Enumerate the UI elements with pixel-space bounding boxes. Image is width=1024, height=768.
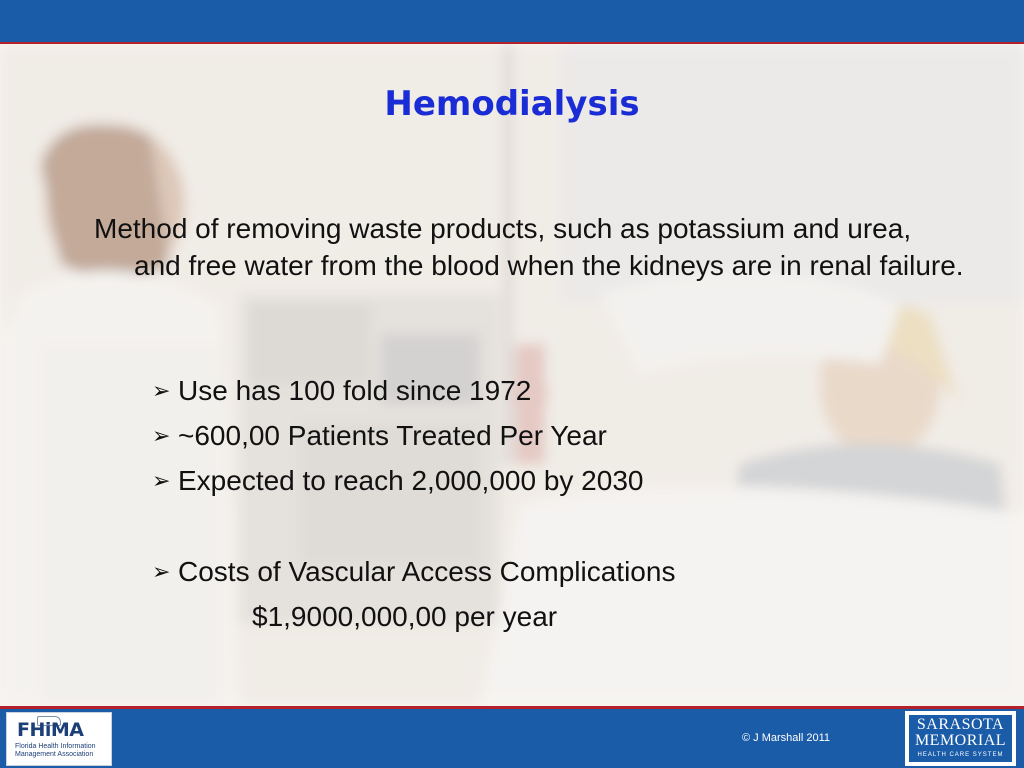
intro-paragraph: Method of removing waste products, such as potassium and urea, and free water from the blood when the kidneys are in renal failure. [94, 213, 964, 281]
bullet-item [152, 374, 531, 408]
top-banner [0, 0, 1024, 42]
bullet-text: Costs of Vascular Access Complications [178, 556, 676, 587]
logo-line-memorial: MEMORIAL [914, 732, 1007, 749]
logo-line-health-care-system: HEALTH CARE SYSTEM [917, 752, 1004, 758]
arrow-bullet-icon: ➢ [152, 559, 171, 584]
bullet-text: Expected to reach 2,000,000 by 2030 [178, 465, 644, 496]
fhima-logo-subtitle: Florida Health Information Management Association [15, 743, 96, 758]
bullet-item [152, 555, 675, 589]
bullet-text: ~600,00 Patients Treated Per Year [178, 420, 607, 451]
bullet-item [152, 419, 607, 453]
fhima-logo [6, 712, 112, 766]
cost-value: $1,9000,000,00 per year [252, 601, 558, 632]
sarasota-memorial-logo [905, 711, 1016, 766]
arrow-bullet-icon: ➢ [152, 468, 171, 493]
arrow-bullet-icon: ➢ [152, 423, 171, 448]
footer-bar [0, 709, 1024, 768]
bullet-text: Use has 100 fold since 1972 [178, 375, 532, 406]
copyright-notice: © J Marshall 2011 [742, 732, 830, 744]
arrow-bullet-icon: ➢ [152, 378, 171, 403]
logo-line-sarasota: SARASOTA [916, 716, 1005, 733]
bullet-item [152, 464, 643, 498]
fhima-logo-mark: FHiMA [17, 719, 84, 741]
slide-title: Hemodialysis [384, 84, 640, 124]
